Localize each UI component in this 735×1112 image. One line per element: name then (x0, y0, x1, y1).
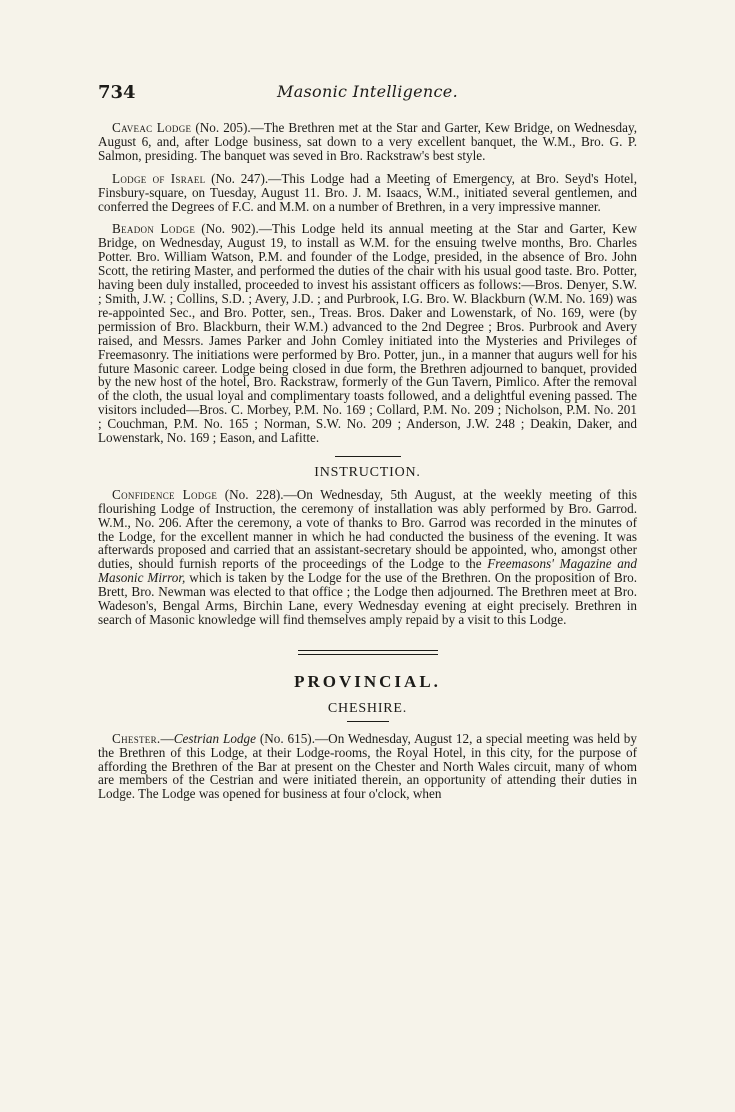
entry-text: (No. 247).—This Lodge had a Meeting of Emergency, at Bro. Seyd's Hotel, Finsbury-square, on Tuesday, August 11. Bro. J. M. Isaacs, W.M., initiated several gentlemen, and conferred the Degrees of F.C. and M.M. on a number of Brethren, in a very impressive manner. (98, 170, 637, 214)
entry-text-continued: which is taken by the Lodge for the use of the Brethren. On the proposition of Bro. Brett, Bro. Newman was elected to that office ; the Lodge then adjourned. The Brethren meet at Bro. Wadeson's, Bengal Arms, Birchin Lane, every Wednesday evening at eight precisely. Brethren in search of Masonic knowledge will find themselves amply repaid by a visit to this Lodge. (98, 570, 637, 627)
lodge-name: Confidence Lodge (112, 486, 218, 502)
entry-text: (No. 228).—On Wednesday, 5th August, at the weekly meeting of this flourishing Lodge of Instruction, the ceremony of installation was ably performed by Bro. Garrod. W.M., No. 206. After the ceremony, a vote of thanks to Bro. Garrod was recorded in the minutes of the Lodge, for the excellent manner in which he had conducted the business of the evening. It was afterwards proposed and carried that an assistant-secretary should be appointed, who, amongst other duties, should furnish reports of the proceedings of the Lodge to the (98, 486, 637, 572)
lodge-name: Lodge of Israel (112, 170, 206, 186)
dash: — (160, 730, 174, 746)
entry-text: (No. 615).—On Wednesday, August 12, a special meeting was held by the Brethren of this Lodge, at their Lodge-rooms, the Royal Hotel, in this city, for the purpose of affording the Brethren of the Bar at present on the Chester and North Wales circuit, many of whom are members of the Cestrian and were initiated therein, an opportunity of attending their duties in Lodge. The Lodge was opened for business at four o'clock, when (98, 730, 637, 802)
entry-text: (No. 902).—This Lodge held its annual meeting at the Star and Garter, Kew Bridge, on Wednesday, August 19, to install as W.M. for the ensuing twelve months, Bro. Charles Potter. Bro. William Watson, P.M. and founder of the Lodge, presided, in the absence of Bro. John Scott, the retiring Master, and performed the duties of the chair with his usual good taste. Bro. Potter, having been duly installed, proceeded to invest his assistant officers as follows:—Bros. Denyer, S.W. ; Smith, J.W. ; Collins, S.D. ; Avery, J.D. ; and Purbrook, I.G. Bro. W. Blackburn (W.M. No. 169) was re-appointed Sec., and Bro. Potter, sen., Treas. Bros. Daker and Lowenstark, of No. 169, were (by permission of Bro. Blackburn, their W.M.) advanced to the 2nd Degree ; Bros. Purbrook and Avery raised, and Messrs. James Parker and John Comley initiated into the Mysteries and Privileges of Freemasonry. The initiations were performed by Bro. Potter, jun., in a manner that augurs well for his future Masonic career. Lodge being closed in due form, the Brethren adjourned to banquet, provided by the new host of the hotel, Bro. Rackstraw, formerly of the Gun Tavern, Pimlico. After the removal of the cloth, the usual loyal and complimentary toasts followed, and a delightful evening passed. The visitors included—Bros. C. Morbey, P.M. No. 169 ; Collard, P.M. No. 209 ; Nicholson, P.M. No. 201 ; Couchman, P.M. No. 165 ; Norman, S.W. No. 209 ; Anderson, J.W. 248 ; Deakin, Daker, and Lowenstark, No. 169 ; Eason, and Lafitte. (98, 221, 637, 446)
body-copy (98, 121, 637, 810)
entry-cestrian-lodge (98, 732, 637, 802)
heading-underline (347, 721, 389, 722)
entry-confidence-lodge (98, 488, 637, 627)
lodge-name: Beadon Lodge (112, 221, 196, 237)
page-number: 734 (98, 82, 136, 103)
magazine-title: Freemasons' Magazine and Masonic Mirror, (98, 556, 637, 586)
place-name: Chester. (112, 730, 161, 746)
provincial-heading: PROVINCIAL. (294, 671, 441, 691)
running-head (98, 82, 637, 106)
section-divider (335, 456, 401, 457)
entry-text: (No. 205).—The Brethren met at the Star and Garter, Kew Bridge, on Wednesday, August 6, and, after Lodge business, sat down to a very excellent banquet, the W.M., Bro. G. P. Salmon, presiding. The banquet was seved in Bro. Rackstraw's best style. (98, 120, 637, 163)
entry-caveac-lodge (98, 121, 637, 163)
entry-beadon-lodge (98, 222, 637, 445)
running-title: Masonic Intelligence. (277, 82, 458, 101)
cheshire-heading: CHESHIRE. (327, 700, 408, 716)
entry-lodge-of-israel (98, 172, 637, 214)
double-divider (298, 650, 438, 655)
lodge-name-italic: Cestrian Lodge (173, 730, 256, 746)
lodge-name: Caveac Lodge (112, 120, 192, 135)
instruction-heading: INSTRUCTION. (314, 464, 421, 480)
